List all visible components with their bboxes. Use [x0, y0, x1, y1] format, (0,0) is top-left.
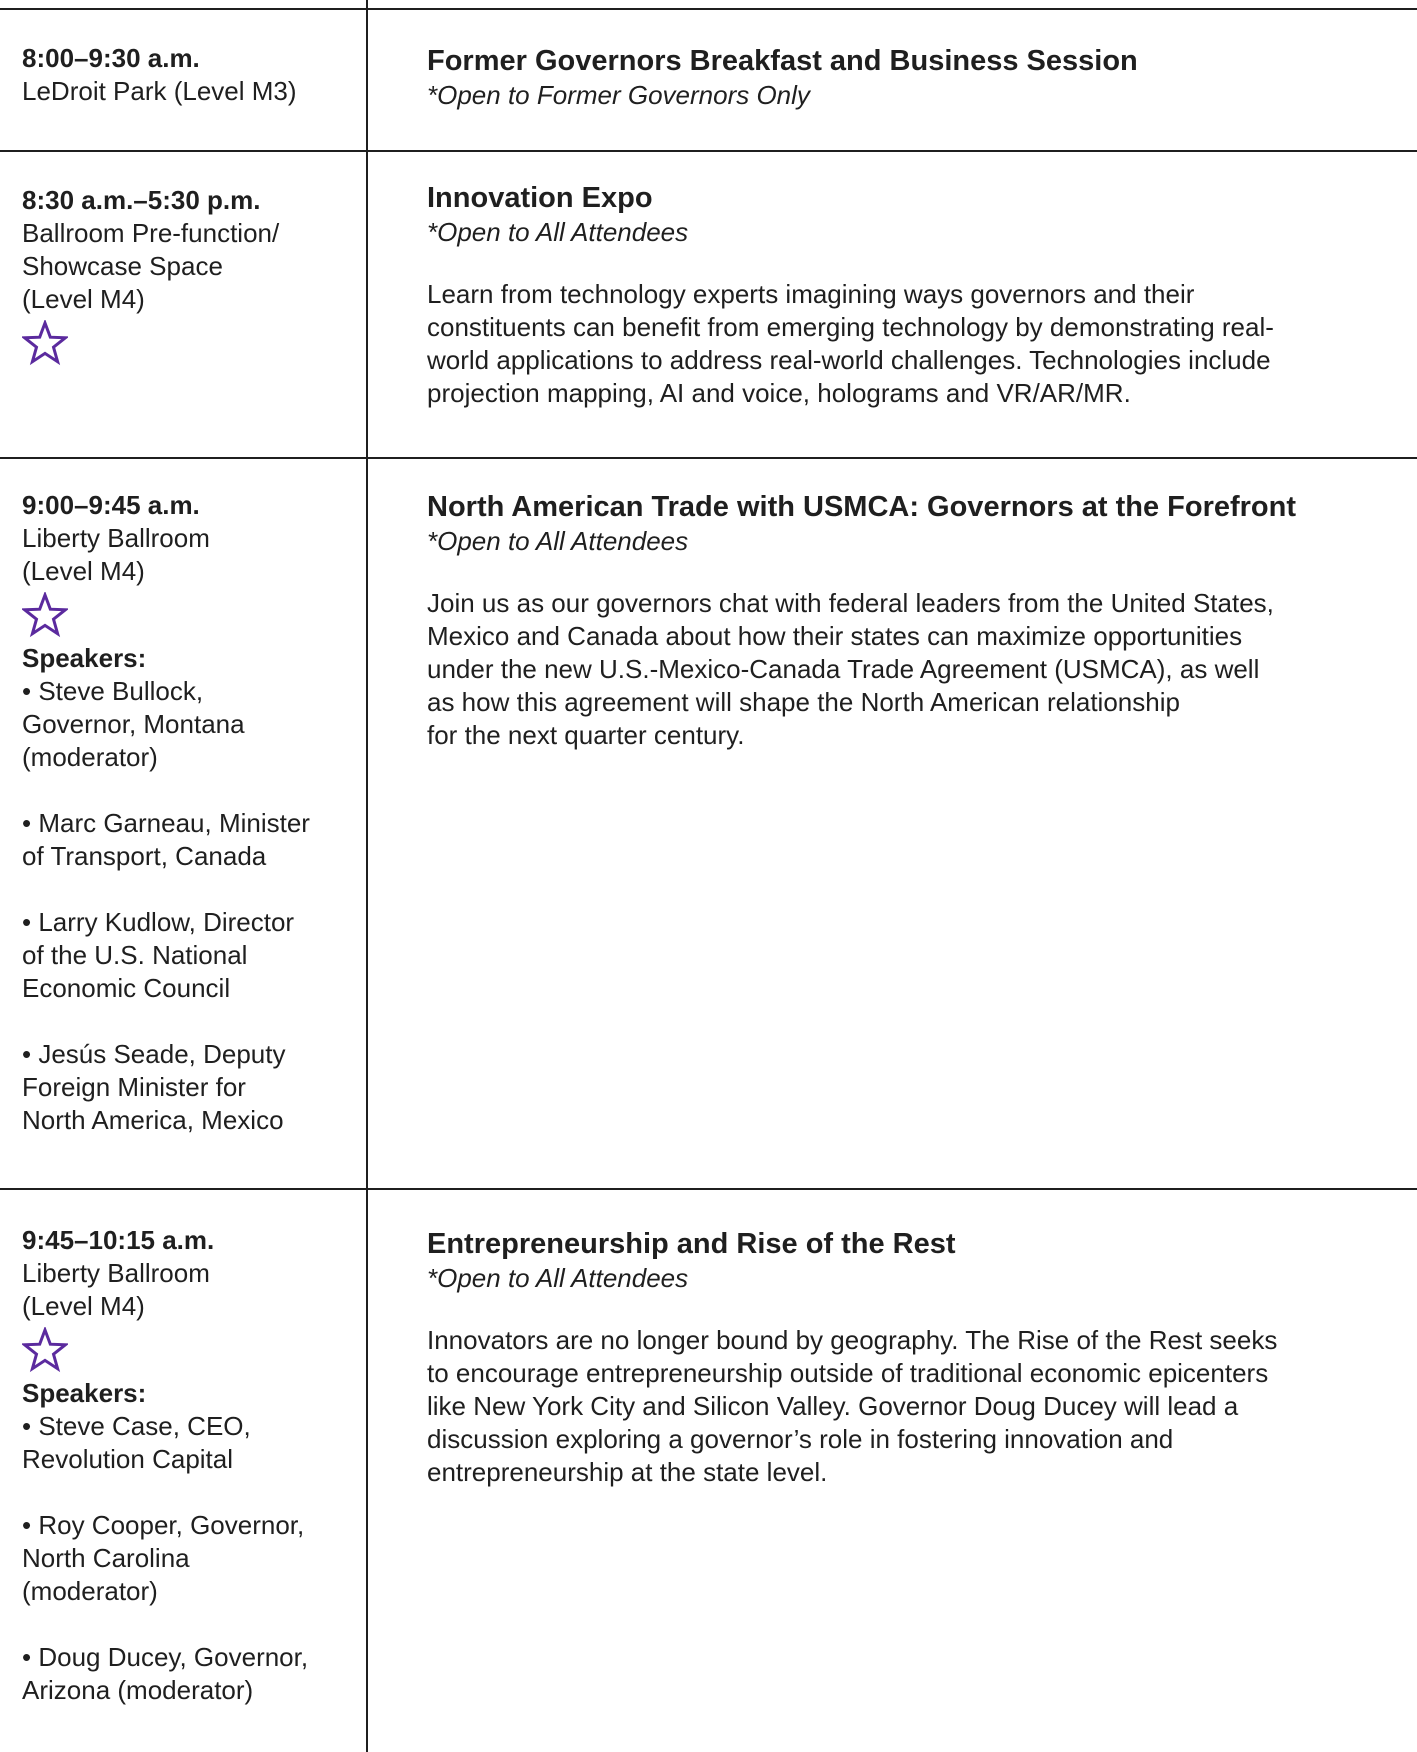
- session-access-note: *Open to Former Governors Only: [427, 80, 810, 110]
- star-outline-icon: [22, 1327, 68, 1373]
- star-outline-icon: [22, 320, 68, 366]
- session-access-note: *Open to All Attendees: [427, 526, 689, 556]
- speakers-label: Speakers:: [22, 643, 147, 673]
- speakers-label: Speakers:: [22, 1378, 147, 1408]
- session-title: Former Governors Breakfast and Business Session: [427, 45, 1138, 77]
- session-description: Join us as our governors chat with federal leaders from the United States, Mexico and Canada about how their states can maximize opportunities under the new U.S.-Mexico-Canada Trade Agreement (USMCA), as well as how this agreement will shape the North American relationship for the next quarter century.: [427, 588, 1274, 750]
- session-title: Entrepreneurship and Rise of the Rest: [427, 1228, 956, 1260]
- row-divider: [0, 457, 1417, 459]
- session-info: [22, 184, 352, 366]
- session-access-note: *Open to All Attendees: [427, 217, 689, 247]
- session-location: Ballroom Pre-function/ Showcase Space (Level M4): [22, 218, 280, 314]
- row-divider: [0, 150, 1417, 152]
- session-location: LeDroit Park (Level M3): [22, 76, 297, 106]
- session-location: Liberty Ballroom (Level M4): [22, 523, 210, 586]
- speaker-entry: • Steve Bullock, Governor, Montana (moderator): [22, 676, 245, 772]
- session-access-note: *Open to All Attendees: [427, 1263, 689, 1293]
- session-details: [427, 43, 1397, 111]
- session-title: Innovation Expo: [427, 182, 653, 214]
- speaker-entry: • Jesús Seade, Deputy Foreign Minister for North America, Mexico: [22, 1039, 286, 1135]
- session-info: [22, 42, 352, 108]
- row-divider: [0, 8, 1417, 10]
- speaker-entry: • Doug Ducey, Governor, Arizona (moderator): [22, 1642, 309, 1705]
- column-divider: [366, 0, 368, 1752]
- speaker-entry: • Steve Case, CEO, Revolution Capital: [22, 1411, 251, 1474]
- session-time: 9:45–10:15 a.m.: [22, 1225, 215, 1255]
- session-title: North American Trade with USMCA: Governors at the Forefront: [427, 491, 1297, 523]
- speaker-entry: • Roy Cooper, Governor, North Carolina (moderator): [22, 1510, 305, 1606]
- session-time: 9:00–9:45 a.m.: [22, 490, 200, 520]
- session-description: Innovators are no longer bound by geography. The Rise of the Rest seeks to encourage entrepreneurship outside of traditional economic epicenters like New York City and Silicon Valley. Governor Doug Ducey will lead a discussion exploring a governor’s role in fostering innovation and entrepreneurship at the state level.: [427, 1325, 1278, 1487]
- session-info: [22, 1224, 352, 1740]
- session-details: [427, 489, 1397, 752]
- row-divider: [0, 1188, 1417, 1190]
- session-details: [427, 180, 1397, 410]
- star-outline-icon: [22, 592, 68, 638]
- session-location: Liberty Ballroom (Level M4): [22, 1258, 210, 1321]
- speaker-entry: • Larry Kudlow, Director of the U.S. National Economic Council: [22, 907, 295, 1003]
- session-info: [22, 489, 352, 1170]
- session-time: 8:00–9:30 a.m.: [22, 43, 200, 73]
- session-details: [427, 1226, 1397, 1489]
- speaker-entry: • Marc Garneau, Minister of Transport, Canada: [22, 808, 310, 871]
- session-description: Learn from technology experts imagining ways governors and their constituents can benefit from emerging technology by demonstrating real- world applications to address real-world challenges. Technologies include projection mapping, AI and voice, holograms and VR/AR/MR.: [427, 279, 1274, 408]
- session-time: 8:30 a.m.–5:30 p.m.: [22, 185, 261, 215]
